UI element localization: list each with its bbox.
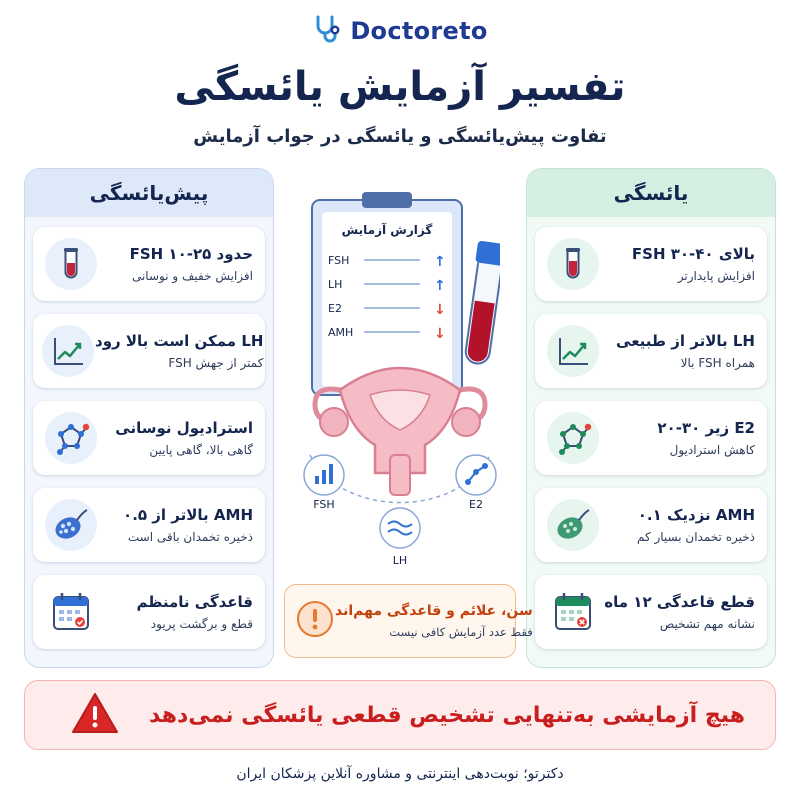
card-title: حدود ۲۵-۱۰ FSH: [129, 245, 253, 263]
report-row-label: AMH: [328, 326, 354, 339]
page-title: تفسیر آزمایش یائسگی: [174, 64, 626, 110]
e2-badge: [456, 455, 496, 495]
trend-chart-icon: [543, 321, 603, 381]
fsh-badge-label: FSH: [313, 498, 335, 511]
card-title: قطع قاعدگی ۱۲ ماه: [604, 593, 755, 611]
perimenopause-heading: پیش‌یائسگی: [25, 169, 273, 217]
trend-chart-icon: [41, 321, 95, 381]
card-desc: قطع و برگشت پریود: [150, 617, 253, 631]
card-title: E2 زیر ۳۰-۲۰: [657, 419, 755, 437]
menopause-panel: [526, 168, 776, 668]
card-desc: افزایش پایدارتر: [677, 269, 755, 283]
report-row-label: E2: [328, 302, 342, 315]
card-title: استرادیول نوسانی: [115, 419, 253, 437]
perimenopause-card-fsh: [33, 227, 265, 301]
e2-badge-label: E2: [469, 498, 483, 511]
perimenopause-card-estradiol: [33, 401, 265, 475]
calendar-x-icon: [543, 582, 603, 642]
card-title: LH بالاتر از طبیعی: [616, 332, 755, 350]
card-title: AMH نزدیک ۰.۱: [637, 506, 755, 524]
arrow-down-icon: ↓: [434, 326, 446, 342]
brand: [0, 14, 800, 48]
report-row-label: LH: [328, 278, 343, 291]
footer-text[interactable]: دکترتو؛ نوبت‌دهی اینترنتی و مشاوره آنلاین پزشکان ایران: [236, 766, 564, 782]
warning-banner: [24, 680, 776, 750]
perimenopause-panel: [24, 168, 274, 668]
menopause-heading: یائسگی: [527, 169, 775, 217]
center-illustration: [300, 190, 500, 579]
menopause-card-e2: [535, 401, 767, 475]
page-subtitle: تفاوت پیش‌یائسگی و یائسگی در جواب آزمایش: [193, 126, 607, 147]
card-desc: گاهی بالا، گاهی پایین: [149, 443, 253, 457]
perimenopause-card-period: [33, 575, 265, 649]
ovary-icon: [543, 495, 603, 555]
arrow-down-icon: ↓: [434, 302, 446, 318]
lh-badge-label: LH: [392, 554, 408, 567]
ovary-icon: [41, 495, 101, 555]
calendar-check-icon: [41, 582, 101, 642]
test-tube-icon: [543, 234, 603, 294]
card-desc: نشانه مهم تشخیص: [659, 617, 755, 631]
arrow-up-icon: ↑: [434, 254, 446, 270]
warning-triangle-icon: [71, 691, 119, 739]
stethoscope-icon: [312, 14, 342, 48]
card-title: LH ممکن است بالا رود: [95, 332, 264, 350]
exclamation-icon: [295, 599, 335, 643]
menopause-card-lh: [535, 314, 767, 388]
report-title: گزارش آزمایش: [341, 223, 433, 237]
lh-badge: [380, 508, 420, 548]
card-desc: ذخیره تخمدان باقی است: [127, 530, 253, 544]
molecule-icon: [41, 408, 101, 468]
blood-tube-icon: [461, 240, 500, 365]
menopause-card-period: [535, 575, 767, 649]
perimenopause-card-amh: [33, 488, 265, 562]
card-desc: کاهش استرادیول: [669, 443, 755, 457]
fsh-badge: [304, 455, 344, 495]
card-title: بالای ۴۰-۳۰ FSH: [631, 245, 755, 263]
brand-name[interactable]: Doctoreto: [350, 17, 488, 45]
card-title: AMH بالاتر از ۰.۵: [123, 506, 253, 524]
card-desc: کمتر از جهش FSH: [168, 356, 264, 370]
card-desc: افزایش خفیف و نوسانی: [131, 269, 253, 283]
test-tube-icon: [41, 234, 101, 294]
center-note-title: سن، علائم و قاعدگی مهم‌اند: [335, 603, 533, 619]
molecule-icon: [543, 408, 603, 468]
warning-text: هیچ آزمایشی به‌تنهایی تشخیص قطعی یائسگی نمی‌دهد: [149, 702, 745, 728]
card-desc: همراه FSH بالا: [680, 356, 755, 370]
card-desc: ذخیره تخمدان بسیار کم: [636, 530, 755, 544]
arrow-up-icon: ↑: [434, 278, 446, 294]
report-row-label: FSH: [328, 254, 350, 267]
perimenopause-card-lh: [33, 314, 265, 388]
center-note: [284, 584, 533, 658]
card-title: قاعدگی نامنظم: [136, 593, 253, 611]
center-note-desc: فقط عدد آزمایش کافی نیست: [389, 625, 533, 639]
menopause-card-amh: [535, 488, 767, 562]
menopause-card-fsh: [535, 227, 767, 301]
